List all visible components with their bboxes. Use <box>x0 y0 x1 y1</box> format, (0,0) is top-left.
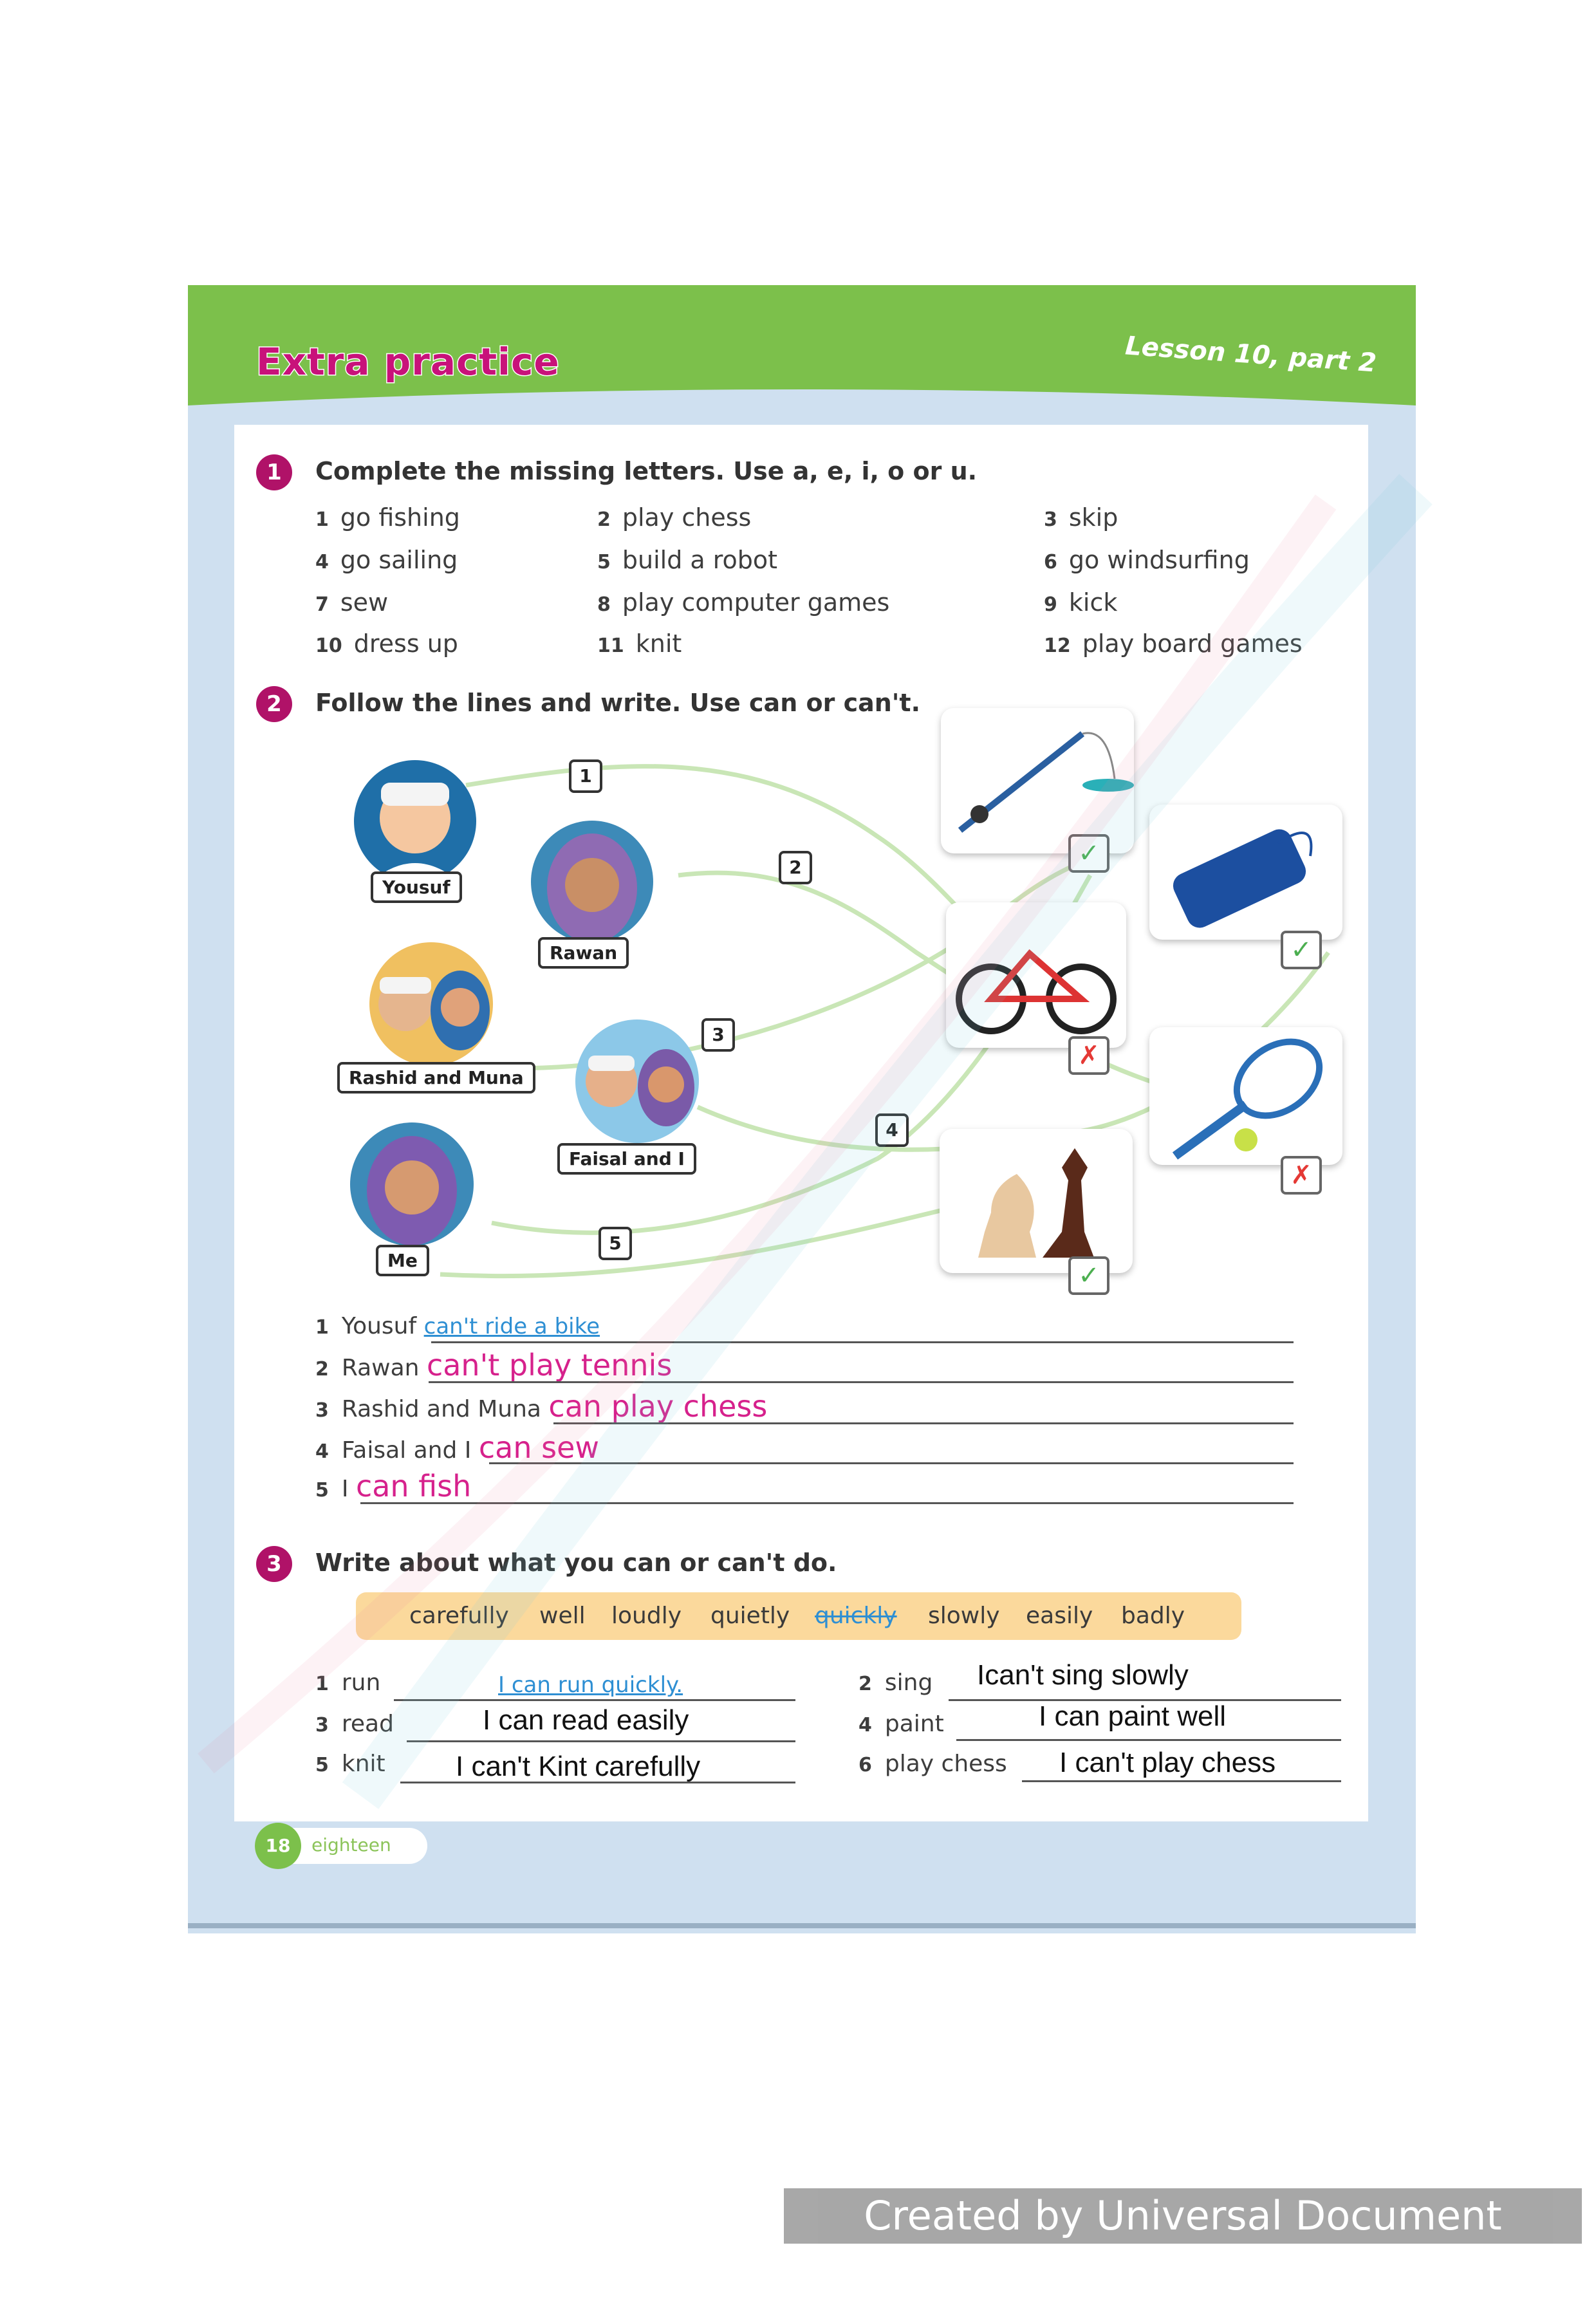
ex3-answer: I can paint well <box>1039 1700 1227 1732</box>
ex1-item: 7 sew <box>315 588 389 617</box>
answer-line <box>394 1699 795 1701</box>
answer-line <box>1022 1780 1341 1782</box>
ex1-item: 10 dress up <box>315 629 458 658</box>
line-number: 1 <box>569 759 602 793</box>
exercise-3-number: 3 <box>256 1546 292 1582</box>
ex3-item: 3 read <box>315 1711 394 1737</box>
ex3-item: 2 sing <box>858 1670 933 1696</box>
answer-line <box>407 1740 795 1742</box>
word-bank-item: slowly <box>928 1603 1000 1629</box>
ex3-item: 5 knit <box>315 1751 385 1777</box>
word-bank-item-crossed: quickly <box>815 1603 897 1629</box>
cross-mark: ✗ <box>1281 1156 1322 1195</box>
tennis-racket-card <box>1149 1027 1342 1165</box>
ex3-answer: I can run quickly. <box>498 1672 683 1698</box>
answer-line <box>400 1782 795 1783</box>
yousuf-picture <box>341 757 489 886</box>
ex3-item: 4 paint <box>858 1711 944 1737</box>
name-label: Yousuf <box>371 871 462 903</box>
line-number: 4 <box>875 1113 909 1147</box>
word-bank-item: loudly <box>611 1603 682 1629</box>
fishing-rod-icon <box>941 708 1134 853</box>
ex2-sentence: 1 Yousuf can't ride a bike <box>315 1313 600 1339</box>
name-label: Rawan <box>538 937 629 969</box>
name-label: Rashid and Muna <box>337 1062 535 1094</box>
line-number: 2 <box>779 851 812 884</box>
exercise-2-number: 2 <box>256 686 292 722</box>
name-label: Faisal and I <box>557 1143 696 1175</box>
word-bank-item: well <box>539 1603 586 1629</box>
page-number: 18 <box>255 1823 301 1869</box>
rawan-picture <box>508 817 676 946</box>
ex1-item: 8 play computer games <box>597 588 890 617</box>
exercise-1-number: 1 <box>256 454 292 490</box>
cross-mark: ✗ <box>1068 1036 1109 1075</box>
ex1-item: 2 play chess <box>597 503 752 532</box>
rashid-muna-picture <box>348 940 528 1068</box>
ex1-item: 11 knit <box>597 629 682 658</box>
ex1-item: 12 play board games <box>1044 629 1303 658</box>
tick-mark: ✓ <box>1281 931 1322 969</box>
ex2-sentence: 3 Rashid and Muna can play chess <box>315 1389 768 1424</box>
bike-icon <box>946 902 1126 1048</box>
ex1-item: 3 skip <box>1044 503 1118 532</box>
ex3-item: 1 run <box>315 1670 381 1696</box>
fishing-rod-card <box>941 708 1134 853</box>
ex1-item: 9 kick <box>1044 588 1118 617</box>
answer-line <box>489 1462 1294 1464</box>
ex2-sentence: 4 Faisal and I can sew <box>315 1430 599 1465</box>
ex3-answer: I can't play chess <box>1059 1747 1276 1778</box>
ex1-item: 4 go sailing <box>315 546 458 574</box>
name-label: Me <box>376 1245 429 1276</box>
chess-pieces-icon <box>940 1129 1133 1273</box>
page-title: Extra practice <box>256 340 560 384</box>
tick-mark: ✓ <box>1068 834 1109 873</box>
page-bottom-edge <box>188 1923 1416 1928</box>
word-bank-item: quietly <box>710 1603 790 1629</box>
ex1-item: 1 go fishing <box>315 503 460 532</box>
bike-card <box>946 902 1126 1048</box>
page-number-word: eighteen <box>311 1834 391 1856</box>
ex3-answer: Ican't sing slowly <box>977 1659 1189 1691</box>
ex1-item: 5 build a robot <box>597 546 778 574</box>
ex3-answer: I can read easily <box>483 1704 689 1736</box>
ex3-item: 6 play chess <box>858 1751 1007 1777</box>
thread-spool-card <box>1149 805 1342 940</box>
exercise-2-instruction: Follow the lines and write. Use can or can't. <box>315 689 921 717</box>
answer-line <box>431 1341 1294 1343</box>
word-bank-item: carefully <box>409 1603 509 1629</box>
exercise-1-instruction: Complete the missing letters. Use a, e, i, o or u. <box>315 457 978 485</box>
word-bank-item: easily <box>1026 1603 1093 1629</box>
ex1-item: 6 go windsurfing <box>1044 546 1250 574</box>
answer-line <box>429 1381 1294 1383</box>
faisal-picture <box>553 1017 721 1146</box>
ex2-sentence: 5 I can fish <box>315 1469 472 1503</box>
tick-mark: ✓ <box>1068 1256 1109 1295</box>
exercise-3-instruction: Write about what you can or can't do. <box>315 1549 837 1577</box>
ex3-answer: I can't Kint carefully <box>456 1751 701 1782</box>
converter-banner: Created by Universal Document Converter <box>784 2188 1582 2244</box>
ex2-sentence: 2 Rawan can't play tennis <box>315 1348 673 1382</box>
answer-line <box>360 1502 1294 1504</box>
thread-spool-icon <box>1149 805 1342 940</box>
me-picture <box>328 1120 496 1249</box>
answer-line <box>956 1739 1341 1741</box>
tennis-racket-icon <box>1149 1027 1342 1165</box>
word-bank-item: badly <box>1121 1603 1185 1629</box>
lesson-label: Lesson 10, part 2 <box>1124 331 1378 378</box>
chess-pieces-card <box>940 1129 1133 1273</box>
line-number: 5 <box>598 1227 632 1260</box>
line-number: 3 <box>701 1018 735 1052</box>
answer-line <box>553 1422 1294 1424</box>
